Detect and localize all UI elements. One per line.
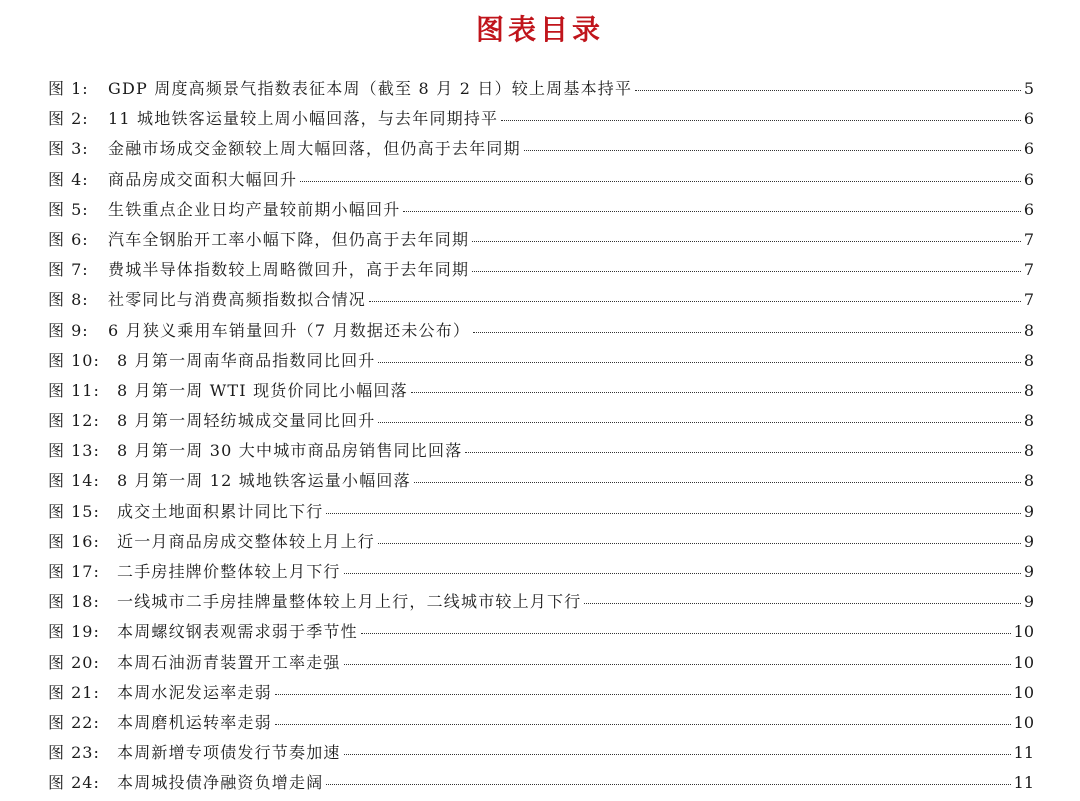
figure-title: 一线城市二手房挂牌量整体较上月上行，二线城市较上月下行 — [117, 592, 582, 612]
dot-leader — [344, 664, 1011, 665]
dot-leader — [501, 120, 1021, 121]
toc-entry[interactable] — [48, 529, 1034, 559]
page-number: 7 — [1023, 229, 1034, 249]
dot-leader — [378, 362, 1020, 363]
dot-leader — [378, 543, 1021, 544]
page-number: 10 — [1013, 712, 1034, 732]
toc-entry[interactable] — [48, 318, 1034, 348]
figure-title: 本周螺纹钢表观需求弱于季节性 — [117, 622, 358, 642]
toc-entry[interactable] — [48, 408, 1034, 438]
figure-title: 8 月第一周 12 城地铁客运量小幅回落 — [117, 471, 411, 491]
toc-entry[interactable] — [48, 559, 1034, 589]
page-number: 7 — [1023, 290, 1034, 310]
figure-label: 图 6: — [48, 229, 89, 249]
dot-leader — [275, 724, 1011, 725]
dot-leader — [403, 211, 1020, 212]
figure-title: 本周石油沥青装置开工率走强 — [117, 652, 341, 672]
page-number: 10 — [1013, 652, 1034, 672]
page-title: 图表目录 — [475, 13, 604, 46]
figure-label: 图 3: — [48, 139, 89, 159]
figure-label: 图 16: — [48, 531, 100, 551]
toc-entry[interactable] — [48, 106, 1034, 136]
page-number: 7 — [1023, 260, 1034, 280]
figure-title: 二手房挂牌价整体较上月下行 — [117, 562, 341, 581]
toc-entry[interactable] — [48, 136, 1034, 166]
dot-leader — [344, 573, 1021, 574]
toc-entry[interactable] — [48, 680, 1034, 710]
figure-title: GDP 周度高频景气指数表征本周（截至 8 月 2 日）较上周基本持平 — [108, 79, 633, 98]
page-number: 6 — [1023, 199, 1034, 219]
dot-leader — [414, 482, 1021, 483]
dot-leader — [361, 633, 1011, 634]
dot-leader — [635, 90, 1021, 91]
figure-title: 本周水泥发运率走弱 — [117, 682, 272, 702]
page-number: 10 — [1013, 622, 1034, 642]
toc-entry[interactable] — [48, 650, 1034, 680]
dot-leader — [378, 422, 1020, 423]
page-number: 8 — [1023, 471, 1034, 491]
toc-entry[interactable] — [48, 740, 1034, 770]
figure-label: 图 18: — [48, 592, 100, 612]
page-number: 8 — [1023, 350, 1034, 370]
page-number: 9 — [1023, 531, 1034, 551]
dot-leader — [300, 181, 1021, 182]
figure-label: 图 5: — [48, 199, 89, 219]
toc-entry[interactable] — [48, 589, 1034, 619]
figure-label: 图 2: — [48, 109, 89, 129]
page-number: 8 — [1023, 411, 1034, 431]
figure-label: 图 17: — [48, 562, 100, 581]
page-number: 8 — [1023, 320, 1034, 340]
figure-label: 图 20: — [48, 652, 100, 672]
page-number: 6 — [1023, 169, 1034, 189]
figure-title: 本周磨机运转率走弱 — [117, 712, 272, 732]
toc-entry[interactable] — [48, 257, 1034, 287]
figure-title: 商品房成交面积大幅回升 — [108, 169, 298, 189]
toc-entry[interactable] — [48, 499, 1034, 529]
dot-leader — [411, 392, 1021, 393]
figure-title: 社零同比与消费高频指数拟合情况 — [108, 290, 367, 310]
dot-leader — [275, 694, 1011, 695]
dot-leader — [326, 513, 1020, 514]
figure-title: 金融市场成交金额较上周大幅回落，但仍高于去年同期 — [108, 139, 521, 159]
figure-title: 费城半导体指数较上周略微回升，高于去年同期 — [108, 260, 470, 280]
dot-leader — [472, 241, 1021, 242]
figure-label: 图 14: — [48, 471, 100, 491]
figure-table-of-contents — [48, 76, 1034, 801]
toc-entry[interactable] — [48, 468, 1034, 498]
dot-leader — [344, 754, 1011, 755]
toc-entry[interactable] — [48, 438, 1034, 468]
figure-label: 图 24: — [48, 773, 100, 793]
dot-leader — [326, 784, 1010, 785]
figure-title: 8 月第一周 30 大中城市商品房销售同比回落 — [117, 441, 463, 461]
toc-entry[interactable] — [48, 770, 1034, 800]
toc-entry[interactable] — [48, 227, 1034, 257]
toc-entry[interactable] — [48, 76, 1034, 106]
figure-title: 汽车全钢胎开工率小幅下降，但仍高于去年同期 — [108, 229, 470, 249]
figure-label: 图 8: — [48, 290, 89, 310]
figure-title: 8 月第一周 WTI 现货价同比小幅回落 — [117, 380, 408, 400]
figure-label: 图 10: — [48, 350, 100, 370]
figure-label: 图 21: — [48, 682, 100, 702]
page-number: 6 — [1023, 139, 1034, 159]
page-number: 9 — [1023, 562, 1034, 581]
dot-leader — [473, 332, 1021, 333]
toc-entry[interactable] — [48, 287, 1034, 317]
figure-title: 6 月狭义乘用车销量回升（7 月数据还未公布） — [108, 320, 471, 340]
page-number: 10 — [1013, 682, 1034, 702]
toc-entry[interactable] — [48, 348, 1034, 378]
page-number: 9 — [1023, 592, 1034, 612]
page-number: 8 — [1023, 441, 1034, 461]
dot-leader — [524, 150, 1021, 151]
dot-leader — [584, 603, 1020, 604]
figure-title: 本周新增专项债发行节奏加速 — [117, 743, 341, 763]
page-number: 5 — [1023, 79, 1034, 98]
figure-title: 本周城投债净融资负增走阔 — [117, 773, 324, 793]
figure-label: 图 9: — [48, 320, 89, 340]
dot-leader — [465, 452, 1020, 453]
figure-title: 生铁重点企业日均产量较前期小幅回升 — [108, 199, 401, 219]
figure-label: 图 4: — [48, 169, 89, 189]
toc-entry[interactable] — [48, 167, 1034, 197]
page-number: 11 — [1013, 743, 1034, 763]
figure-title: 成交土地面积累计同比下行 — [117, 501, 324, 521]
figure-title: 8 月第一周南华商品指数同比回升 — [117, 350, 376, 370]
figure-label: 图 22: — [48, 712, 100, 732]
figure-label: 图 12: — [48, 411, 100, 431]
figure-title: 近一月商品房成交整体较上月上行 — [117, 531, 376, 551]
figure-label: 图 13: — [48, 441, 100, 461]
figure-label: 图 23: — [48, 743, 100, 763]
figure-label: 图 1: — [48, 79, 89, 98]
figure-label: 图 7: — [48, 260, 89, 280]
figure-label: 图 19: — [48, 622, 100, 642]
toc-entry[interactable] — [48, 197, 1034, 227]
figure-label: 图 11: — [48, 380, 100, 400]
toc-entry[interactable] — [48, 378, 1034, 408]
figure-title: 11 城地铁客运量较上周小幅回落，与去年同期持平 — [108, 109, 499, 129]
page-number: 8 — [1023, 380, 1034, 400]
toc-entry[interactable] — [48, 710, 1034, 740]
page-number: 9 — [1023, 501, 1034, 521]
page-number: 6 — [1023, 109, 1034, 129]
page-number: 11 — [1013, 773, 1034, 793]
figure-label: 图 15: — [48, 501, 100, 521]
figure-title: 8 月第一周轻纺城成交量同比回升 — [117, 411, 376, 431]
dot-leader — [472, 271, 1021, 272]
toc-entry[interactable] — [48, 619, 1034, 649]
dot-leader — [369, 301, 1021, 302]
